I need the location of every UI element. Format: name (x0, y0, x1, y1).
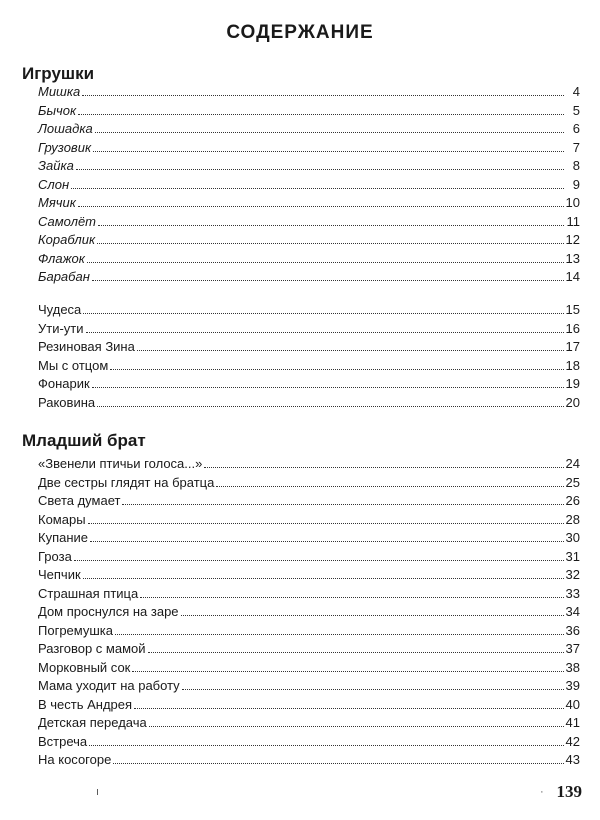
dot-leader (95, 132, 564, 133)
toc-entry-page: 38 (565, 659, 580, 675)
dot-leader (181, 615, 564, 616)
toc-entry-title: Разговор с мамой (38, 641, 146, 656)
toc-entry-page: 11 (566, 213, 580, 229)
toc-entry-title: Раковина (38, 394, 96, 410)
dot-leader (113, 763, 563, 764)
toc-entry (38, 375, 580, 394)
toc-entry-page: 9 (572, 176, 580, 192)
toc-entry-page: 13 (565, 250, 580, 266)
toc-entry (38, 194, 580, 213)
toc-entry-page: 40 (565, 696, 580, 712)
toc-entry-title: Чудеса (38, 302, 82, 317)
toc-entry-title: Лошадка (38, 121, 93, 136)
toc-entry-title: Чепчик (38, 567, 81, 582)
toc-entry-title: Морковный сок (38, 659, 131, 675)
toc-entry-title: Зайка (38, 158, 74, 173)
toc-entry (38, 659, 580, 678)
toc-entry (38, 157, 580, 176)
toc-entry-page: 32 (565, 567, 580, 582)
toc-entry (38, 640, 580, 659)
dot-leader (122, 504, 563, 505)
dot-leader (86, 332, 564, 333)
toc-entry (38, 320, 580, 339)
dot-leader (110, 369, 563, 370)
print-mark: · (540, 786, 544, 798)
toc-entry-page: 25 (565, 474, 580, 490)
dot-leader (87, 262, 564, 263)
toc-entry (38, 102, 580, 121)
dot-leader (83, 578, 564, 579)
dot-leader (78, 206, 564, 207)
toc-entry-title: Света думает (38, 493, 121, 508)
toc-entry-page: 12 (565, 232, 580, 247)
toc-entry (38, 268, 580, 287)
toc-entry-page: 28 (565, 511, 580, 527)
toc-entry-title: Грузовик (38, 139, 92, 155)
dot-leader (216, 486, 563, 487)
dot-leader (148, 652, 564, 653)
toc-entry-page: 42 (565, 733, 580, 749)
dot-leader (74, 560, 564, 561)
toc-entry-title: Купание (38, 530, 89, 545)
toc-entry-title: Мама уходит на работу (38, 678, 180, 693)
toc-entry (38, 139, 580, 158)
dot-leader (71, 188, 564, 189)
toc-entry-title: Детская передача (38, 715, 147, 730)
page-title: СОДЕРЖАНИЕ (226, 22, 374, 43)
toc-entry-title: Фонарик (38, 376, 90, 391)
toc-entry (38, 733, 580, 752)
section-title-younger-brother: Младший брат (22, 431, 146, 450)
toc-entry-title: «Звенели птичьи голоса...» (38, 456, 203, 471)
toc-entry-page: 6 (572, 121, 580, 136)
toc-entry-title: Барабан (38, 269, 90, 284)
dot-leader (98, 225, 564, 226)
dot-leader (92, 387, 564, 388)
toc-entry-title: Самолёт (38, 213, 97, 229)
dot-leader (182, 689, 564, 690)
toc-entry-page: 4 (572, 84, 580, 99)
toc-entry (38, 529, 580, 548)
dot-leader (83, 313, 563, 314)
page-number: 139 (556, 782, 582, 801)
toc-entry-page: 33 (565, 585, 580, 601)
toc-entry (38, 548, 580, 567)
toc-entry-title: На косогоре (38, 752, 112, 767)
toc-entry-title: Мячик (38, 195, 76, 210)
toc-entry-title: Две сестры глядят на братца (38, 474, 215, 490)
dot-leader (90, 541, 564, 542)
toc-entry-title: Страшная птица (38, 585, 139, 601)
toc-entry-page: 20 (565, 394, 580, 410)
toc-entry (38, 231, 580, 250)
toc-entry-page: 37 (565, 641, 580, 656)
toc-list-younger-brother (38, 455, 580, 770)
toc-entry-title: Гроза (38, 548, 72, 564)
toc-entry (38, 338, 580, 357)
toc-entry-page: 5 (572, 102, 580, 118)
toc-entry (38, 213, 580, 232)
toc-entry (38, 176, 580, 195)
dot-leader (78, 114, 564, 115)
toc-list-toys-regular (38, 301, 580, 412)
dot-leader (149, 726, 564, 727)
toc-entry-page: 26 (565, 493, 580, 508)
toc-entry-title: Мишка (38, 84, 81, 99)
dot-leader (134, 708, 563, 709)
dot-leader (97, 243, 563, 244)
toc-entry-page: 14 (565, 269, 580, 284)
toc-entry (38, 120, 580, 139)
toc-entry (38, 603, 580, 622)
dot-leader (92, 280, 564, 281)
toc-entry-title: В честь Андрея (38, 696, 133, 712)
dot-leader (115, 634, 564, 635)
toc-entry (38, 585, 580, 604)
toc-list-toys-italic (38, 83, 580, 287)
dot-leader (82, 95, 564, 96)
toc-entry-page: 43 (565, 752, 580, 767)
section-title-toys: Игрушки (22, 64, 95, 83)
toc-entry-title: Ути-ути (38, 320, 84, 336)
toc-entry (38, 677, 580, 696)
toc-entry-page: 36 (565, 622, 580, 638)
toc-entry (38, 696, 580, 715)
dot-leader (137, 350, 564, 351)
toc-entry-page: 31 (565, 548, 580, 564)
toc-entry-title: Мы с отцом (38, 357, 109, 373)
toc-entry-title: Погремушка (38, 622, 113, 638)
toc-entry-title: Кораблик (38, 232, 96, 247)
toc-entry-page: 18 (565, 357, 580, 373)
toc-entry-title: Дом проснулся на заре (38, 604, 179, 619)
dot-leader (204, 467, 563, 468)
toc-entry-page: 34 (565, 604, 580, 619)
toc-entry-title: Встреча (38, 733, 88, 749)
toc-entry-page: 15 (565, 302, 580, 317)
toc-entry (38, 357, 580, 376)
toc-entry (38, 83, 580, 102)
dot-leader (76, 169, 564, 170)
toc-entry (38, 511, 580, 530)
toc-entry-page: 10 (565, 195, 580, 210)
toc-entry (38, 751, 580, 770)
toc-entry-title: Флажок (38, 250, 85, 266)
toc-entry-title: Бычок (38, 102, 77, 118)
toc-entry (38, 455, 580, 474)
toc-entry-page: 24 (565, 456, 580, 471)
toc-entry (38, 492, 580, 511)
dot-leader (140, 597, 563, 598)
toc-entry-page: 30 (565, 530, 580, 545)
dot-leader (88, 523, 564, 524)
toc-entry (38, 301, 580, 320)
toc-entry (38, 394, 580, 413)
toc-entry-page: 8 (572, 158, 580, 173)
dot-leader (93, 151, 564, 152)
toc-entry (38, 714, 580, 733)
toc-entry-title: Слон (38, 176, 70, 192)
toc-entry (38, 622, 580, 641)
dot-leader (89, 745, 563, 746)
dot-leader (132, 671, 563, 672)
toc-entry-title: Резиновая Зина (38, 339, 135, 354)
print-mark: ı (96, 786, 100, 798)
toc-entry-page: 17 (565, 339, 580, 354)
toc-entry-page: 19 (565, 376, 580, 391)
toc-entry (38, 250, 580, 269)
toc-entry (38, 566, 580, 585)
dot-leader (97, 406, 563, 407)
toc-entry-title: Комары (38, 511, 86, 527)
toc-entry-page: 39 (565, 678, 580, 693)
toc-entry-page: 16 (565, 320, 580, 336)
toc-entry-page: 41 (565, 715, 580, 730)
toc-entry-page: 7 (572, 139, 580, 155)
toc-entry (38, 474, 580, 493)
